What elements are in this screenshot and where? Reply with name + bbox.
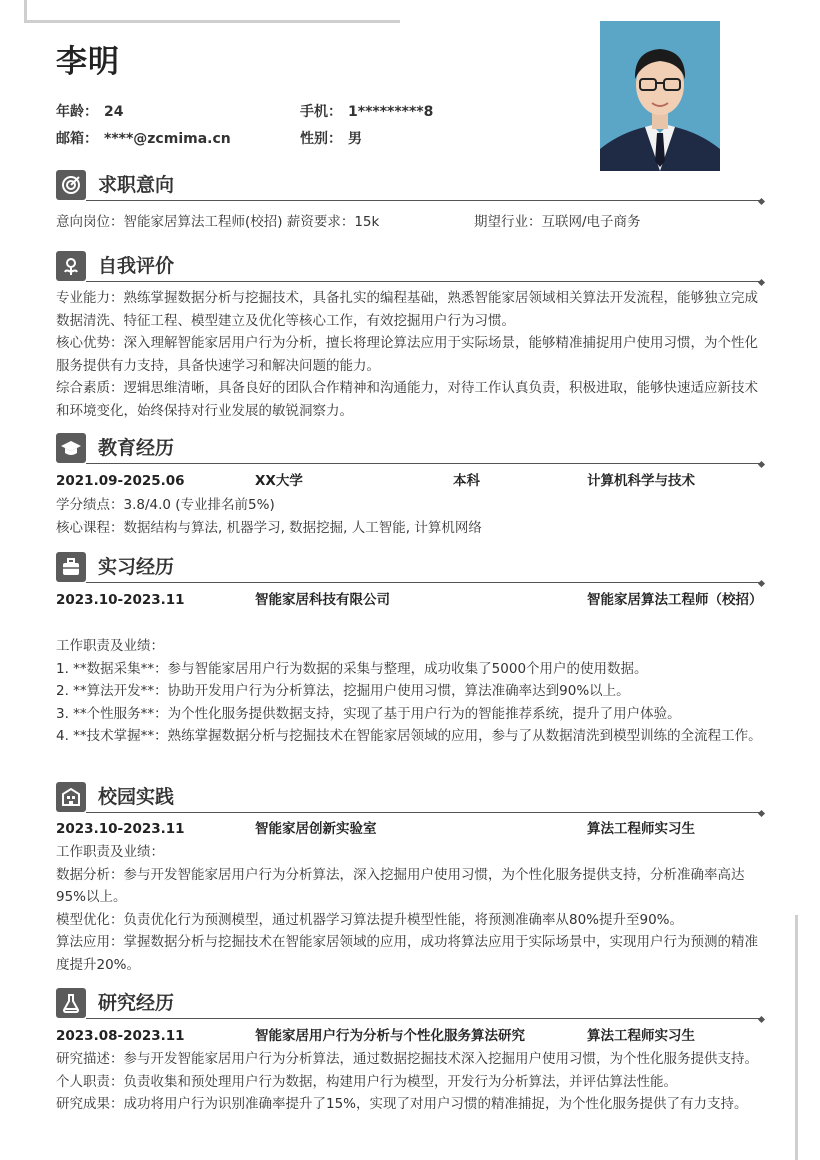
research-line: 研究成果：成功将用户行为识别准确率提升了15%，实现了对用户习惯的精准捕捉，为个性化服务提供了有力支持。: [56, 1096, 748, 1112]
internship-body: [56, 635, 768, 748]
target-icon: [56, 170, 86, 200]
section-rule-end: [758, 198, 765, 205]
section-rule-end: [758, 461, 765, 468]
portrait-illustration: [600, 21, 720, 171]
gender-value: 男: [348, 131, 362, 147]
section-self-evaluation: [56, 251, 764, 281]
phone-value: 1*********8: [348, 104, 434, 120]
age-label: 年龄：: [56, 104, 98, 120]
section-rule: [86, 281, 760, 282]
internship-line: 2. **算法开发**：协助开发用户行为分析算法，挖掘用户使用习惯，算法准确率达到90%以上。: [56, 683, 630, 699]
campus-line: 模型优化：负责优化行为预测模型，通过机器学习算法提升模型性能，将预测准确率从80%提升至90%。: [56, 911, 684, 928]
decorative-right-bar: [795, 915, 798, 1160]
research-body: [56, 1048, 768, 1116]
research-line: 研究描述：参与开发智能家居用户行为分析算法，通过数据挖掘技术深入挖掘用户使用习惯，为个性化服务提供支持。: [56, 1051, 758, 1067]
industry-label: 期望行业：: [474, 214, 542, 230]
section-research: [56, 988, 764, 1018]
section-rule: [86, 463, 760, 464]
internship-line: 工作职责及业绩：: [56, 638, 164, 654]
industry-field: [474, 211, 641, 234]
internship-company: 智能家居科技有限公司: [255, 592, 390, 608]
age-value: 24: [104, 104, 124, 120]
campus-period: 2023.10-2023.11: [56, 821, 185, 837]
graduation-cap-icon: [56, 433, 86, 463]
job-intent-row: [56, 211, 768, 234]
self-eval-line: 核心优势：深入理解智能家居用户行为分析，擅长将理论算法应用于实际场景，能够精准捕捉用户使用习惯，为个性化服务提供有力支持，具备快速学习和解决问题的能力。: [56, 335, 758, 374]
section-rule-end: [758, 279, 765, 286]
phone-label: 手机：: [300, 104, 342, 120]
campus-line: 算法应用：掌握数据分析与挖掘技术在智能家居领域的应用，成功将算法应用于实际场景中，实现用户行为预测的精准度提升20%。: [56, 934, 758, 973]
position-value: 智能家居算法工程师(校招): [123, 214, 283, 230]
education-courses: 核心课程：数据结构与算法, 机器学习, 数据挖掘, 人工智能, 计算机网络: [56, 519, 482, 536]
section-rule-end: [758, 580, 765, 587]
section-rule: [86, 582, 760, 583]
building-icon: [56, 782, 86, 812]
internship-line: 1. **数据采集**：参与智能家居用户行为数据的采集与整理，成功收集了5000个用户的使用数据。: [56, 660, 648, 677]
campus-line: 数据分析：参与开发智能家居用户行为分析算法，深入挖掘用户使用习惯，为个性化服务提供支持，分析准确率高达95%以上。: [56, 866, 745, 905]
email-field: [56, 128, 231, 148]
education-body: [56, 494, 768, 539]
internship-line: 3. **个性服务**：为个性化服务提供数据支持，实现了基于用户行为的智能推荐系统，提升了用户体验。: [56, 705, 681, 722]
education-period: 2021.09-2025.06: [56, 473, 185, 489]
phone-field: [300, 101, 433, 121]
self-evaluation-body: [56, 287, 768, 422]
internship-role: 智能家居算法工程师（校招）: [587, 592, 763, 608]
section-job-intent: [56, 170, 764, 200]
section-rule-end: [758, 1016, 765, 1023]
gender-field: [300, 128, 362, 148]
section-title: 教育经历: [98, 437, 175, 459]
section-campus-practice: [56, 782, 764, 812]
internship-line: 4. **技术掌握**：熟练掌握数据分析与挖掘技术在智能家居领域的应用，参与了从数据清洗到模型训练的全流程工作。: [56, 728, 762, 744]
section-rule: [86, 1018, 760, 1019]
research-project: 智能家居用户行为分析与个性化服务算法研究: [255, 1028, 525, 1044]
salary-value: 15k: [354, 214, 380, 230]
section-title: 自我评价: [98, 255, 175, 277]
decorative-corner-vertical: [24, 0, 27, 20]
section-title: 求职意向: [98, 174, 175, 196]
salary-label: 薪资要求：: [286, 214, 355, 230]
self-eval-line: 综合素质：逻辑思维清晰，具备良好的团队合作精神和沟通能力，对待工作认真负责，积极进取，能够快速适应新技术和环境变化，始终保持对行业发展的敏锐洞察力。: [56, 380, 758, 419]
email-value: ****@zcmima.cn: [104, 131, 231, 147]
section-title: 校园实践: [98, 786, 175, 808]
age-field: [56, 101, 123, 121]
gender-label: 性别：: [300, 131, 342, 147]
education-major: 计算机科学与技术: [587, 473, 695, 489]
flask-icon: [56, 988, 86, 1018]
campus-line: 工作职责及业绩：: [56, 844, 164, 860]
research-role: 算法工程师实习生: [587, 1028, 695, 1044]
section-title: 实习经历: [98, 556, 175, 578]
campus-body: [56, 841, 768, 976]
section-internship: [56, 552, 764, 582]
industry-value: 互联网/电子商务: [541, 214, 641, 230]
research-period: 2023.08-2023.11: [56, 1028, 185, 1044]
education-school: XX大学: [255, 473, 303, 489]
internship-period: 2023.10-2023.11: [56, 592, 185, 608]
section-title: 研究经历: [98, 992, 175, 1014]
self-eval-line: 专业能力：熟练掌握数据分析与挖掘技术，具备扎实的编程基础，熟悉智能家居领域相关算法开发流程，能够独立完成数据清洗、特征工程、模型建立及优化等核心工作，有效挖掘用户行为习惯。: [56, 290, 758, 329]
section-education: [56, 433, 764, 463]
decorative-corner-horizontal: [24, 20, 400, 23]
section-rule-end: [758, 810, 765, 817]
section-rule: [86, 200, 760, 201]
profile-photo: [600, 21, 720, 171]
campus-role: 算法工程师实习生: [587, 821, 695, 837]
education-degree: 本科: [453, 473, 480, 489]
education-gpa: 学分绩点：3.8/4.0 (专业排名前5%): [56, 497, 275, 513]
research-line: 个人职责：负责收集和预处理用户行为数据，构建用户行为模型，开发行为分析算法，并评估算法性能。: [56, 1073, 677, 1090]
position-label: 意向岗位：: [56, 214, 124, 230]
email-label: 邮箱：: [56, 131, 98, 147]
section-rule: [86, 812, 760, 813]
flower-icon: [56, 251, 86, 281]
briefcase-icon: [56, 552, 86, 582]
candidate-name: 李明: [56, 44, 120, 80]
campus-org: 智能家居创新实验室: [255, 821, 377, 837]
